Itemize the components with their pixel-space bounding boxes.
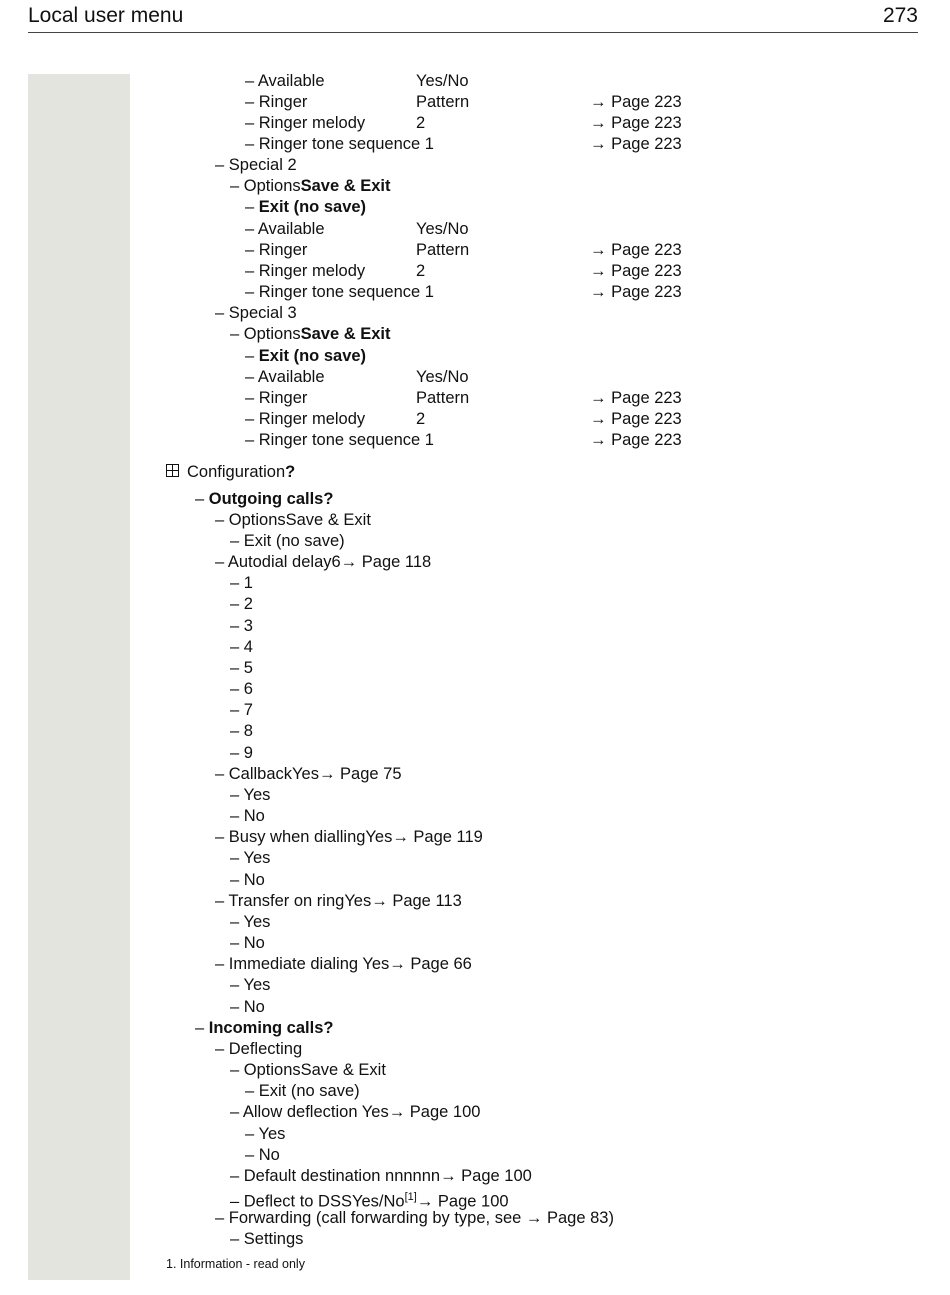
page-number: 273 [882,4,918,27]
menu-line [215,891,462,911]
menu-line-bold-text: Exit (no save) [258,347,367,365]
menu-line [230,1102,480,1122]
menu-line-text: – Allow deflection Yes→ Page 100 [230,1103,481,1121]
menu-line [230,975,270,995]
setting-value: Pattern [416,241,470,259]
menu-line-text: – 5 [230,659,253,677]
menu-line-text: – No [230,807,265,825]
menu-line-text: – Special 2 [215,156,297,174]
setting-value: 2 [416,262,426,280]
setting-value: 2 [416,114,426,132]
menu-line-text: – Ringer [245,241,308,259]
menu-line-text: Configuration [187,463,286,481]
menu-line-text: – [195,1019,209,1037]
menu-line [230,176,391,196]
menu-line-text: – Deflecting [215,1040,303,1058]
menu-line-text: – 6 [230,680,253,698]
page-header-title: Local user menu [28,4,184,27]
menu-line [245,240,307,260]
menu-line [245,92,307,112]
menu-line [215,954,472,974]
menu-line-text: – Ringer [245,389,308,407]
menu-line-text: – Ringer melody [245,114,366,132]
menu-line-text: – [195,490,209,508]
menu-line-text: – Ringer tone sequence 1 [245,135,434,153]
menu-line-bold-text: Save & Exit [300,177,391,195]
menu-line [215,1208,614,1228]
menu-line-bold-text: Incoming calls? [208,1019,334,1037]
page-reference: → Page 100 [416,1192,509,1211]
menu-line [230,679,253,699]
menu-line [230,531,345,551]
menu-line-text: – Ringer [245,93,308,111]
menu-line-text: – Default destination nnnnnn→ Page 100 [230,1167,532,1185]
menu-line [245,388,307,408]
menu-line-text: – Settings [230,1230,304,1248]
expand-box-icon [166,464,179,477]
menu-line-text: – Transfer on ringYes→ Page 113 [215,892,462,910]
menu-line [215,510,371,530]
menu-line-text: – Available [245,220,325,238]
menu-line [215,303,297,323]
menu-line [230,806,265,826]
menu-line-text: – Available [245,72,325,90]
menu-line-bold-text: Exit (no save) [258,198,367,216]
menu-line [230,743,253,763]
menu-line [230,573,253,593]
menu-line [245,113,365,133]
page-reference: → Page 223 [590,93,682,111]
menu-line [215,1039,302,1059]
footnote: 1. Information - read only [166,1257,305,1271]
menu-line-text: – Ringer melody [245,410,366,428]
menu-line-text: – Immediate dialing Yes→ Page 66 [215,955,472,973]
page-reference: → Page 223 [590,135,682,153]
menu-line-text: – 3 [230,617,253,635]
menu-line-text: – [245,347,259,365]
menu-line [245,1124,285,1144]
menu-line [245,261,365,281]
menu-line-text: – Autodial delay6→ Page 118 [215,553,432,571]
menu-line-bold-text: ? [285,463,296,481]
menu-line [245,1145,280,1165]
menu-line [230,1229,303,1249]
menu-line [245,430,434,450]
margin-sidebar [28,74,130,1280]
page-reference: → Page 223 [590,262,682,280]
menu-line [195,1018,333,1038]
menu-line-text: – OptionsSave & Exit [215,511,371,529]
menu-line-text: – Ringer melody [245,262,366,280]
page-reference: → Page 223 [590,431,682,449]
menu-line [230,1060,386,1080]
page-reference: → Page 223 [590,241,682,259]
menu-line-text: – OptionsSave & Exit [230,1061,386,1079]
menu-line [230,785,270,805]
menu-line [215,552,431,572]
menu-line [245,346,366,366]
footnote-reference: [1] [404,1191,417,1203]
menu-line-text: – CallbackYes→ Page 75 [215,765,402,783]
menu-line-text: – No [245,1146,280,1164]
page-reference: → Page 223 [590,410,682,428]
menu-line-text: – Options [230,325,301,343]
menu-line [245,282,434,302]
menu-line [230,700,253,720]
menu-line-text: – 4 [230,638,253,656]
menu-line [245,71,325,91]
menu-line [245,1081,360,1101]
menu-line-text: – No [230,871,265,889]
menu-line [230,1166,532,1186]
menu-line [215,764,402,784]
menu-line [245,219,325,239]
menu-line-bold-text: Save & Exit [300,325,391,343]
menu-line [230,912,270,932]
setting-value: Yes/No [416,220,469,238]
menu-line-text: – [245,198,259,216]
menu-line [230,997,265,1017]
setting-value: 2 [416,410,426,428]
menu-line [230,616,253,636]
menu-line-text: – No [230,934,265,952]
menu-line-text: – 8 [230,722,253,740]
page-reference: → Page 223 [590,389,682,407]
menu-line [230,594,253,614]
menu-line-text: – Available [245,368,325,386]
menu-line [230,658,253,678]
setting-value: Yes/No [416,368,469,386]
menu-line-text: – 7 [230,701,253,719]
menu-line-text: – Ringer tone sequence 1 [245,431,434,449]
menu-line [195,489,333,509]
menu-line-text: – Special 3 [215,304,297,322]
menu-line-bold-text: Outgoing calls? [208,490,334,508]
setting-value: Pattern [416,389,470,407]
page-reference: → Page 223 [590,114,682,132]
header-rule [28,32,918,33]
menu-line [230,933,265,953]
menu-line-text: – 9 [230,744,253,762]
menu-line-text: – Yes [245,1125,286,1143]
menu-line [230,324,391,344]
menu-line-text: – Options [230,177,301,195]
menu-line [230,721,253,741]
menu-line-text: – Forwarding (call forwarding by type, see → Page 83) [215,1209,614,1227]
menu-line-text: – Yes [230,786,271,804]
menu-line [245,409,365,429]
menu-line-text: – Yes [230,913,271,931]
menu-line [230,870,265,890]
menu-line [245,367,325,387]
menu-line-text: – 2 [230,595,253,613]
menu-line [245,134,434,154]
menu-line [215,827,483,847]
menu-line-text: – Ringer tone sequence 1 [245,283,434,301]
menu-line-text: – 1 [230,574,253,592]
menu-line [245,197,366,217]
menu-line-text: – Yes [230,849,271,867]
menu-line [215,155,297,175]
menu-line-text: – Exit (no save) [245,1082,360,1100]
setting-value: Yes/No [416,72,469,90]
setting-value: Pattern [416,93,470,111]
menu-line [230,848,270,868]
menu-line-text: – No [230,998,265,1016]
menu-line [230,637,253,657]
page-reference: → Page 223 [590,283,682,301]
menu-line-text: – Busy when diallingYes→ Page 119 [215,828,483,846]
menu-line-text: – Deflect to DSSYes/No [230,1192,405,1211]
menu-line-text: – Yes [230,976,271,994]
menu-line [187,462,295,482]
menu-line-text: – Exit (no save) [230,532,345,550]
